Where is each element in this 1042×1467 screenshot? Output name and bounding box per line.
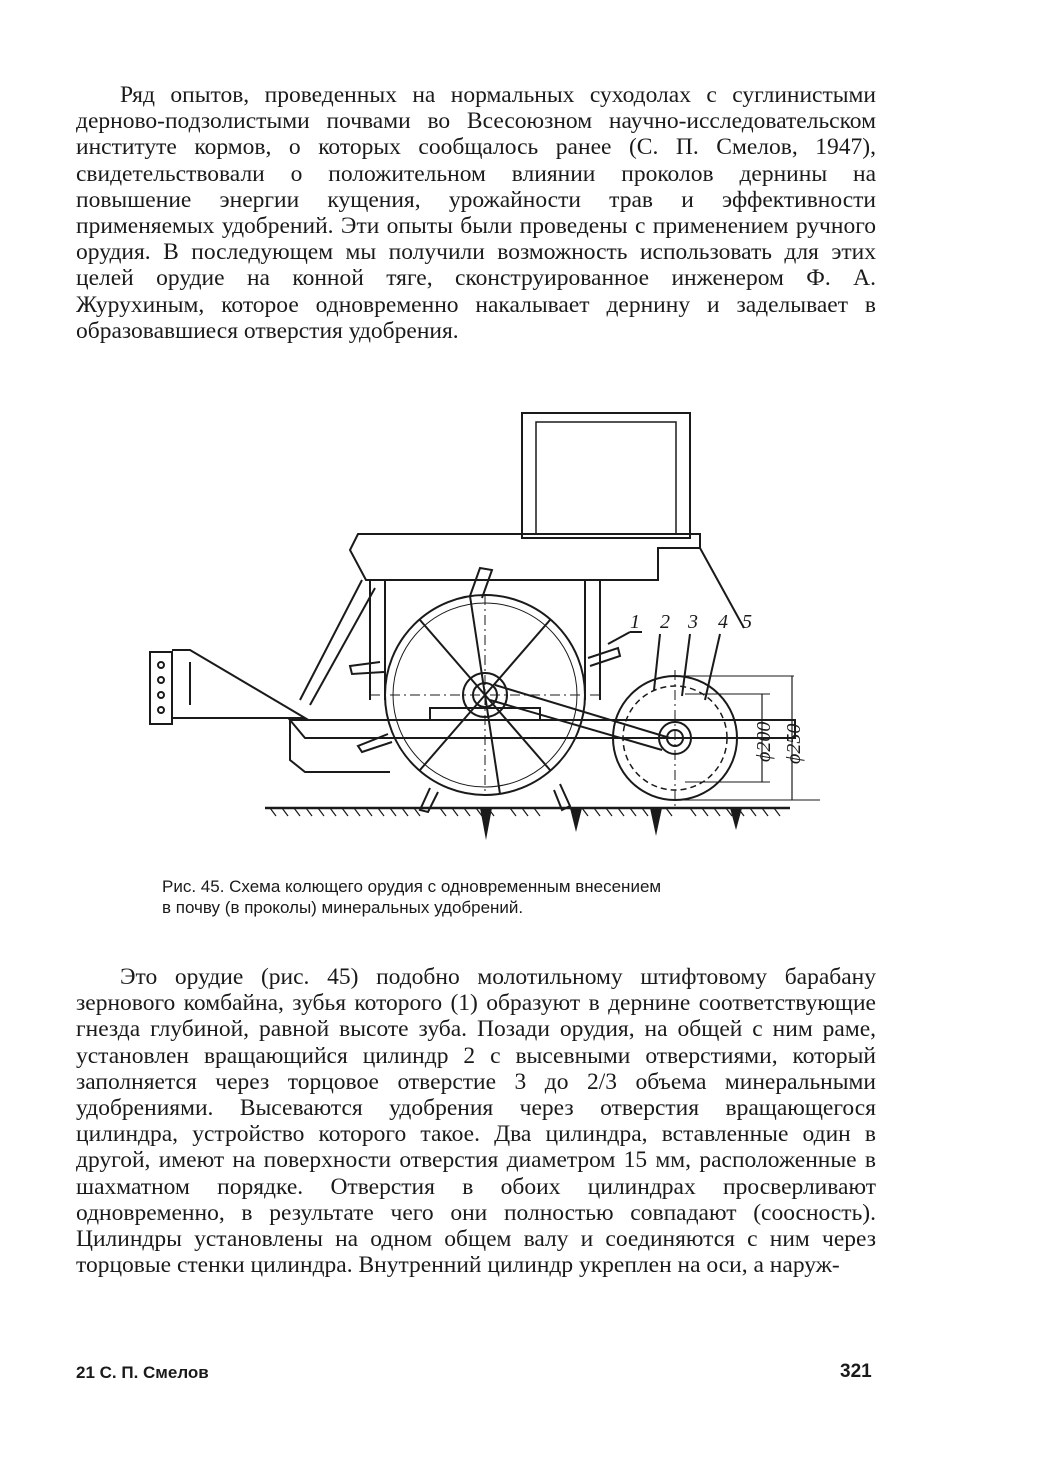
caption-line-1: Рис. 45. Схема колющего орудия с одновременным внесением — [162, 877, 662, 896]
tool-schematic — [130, 400, 820, 860]
paragraph-2 — [76, 964, 876, 1278]
page-number: 321 — [840, 1361, 872, 1382]
label-5: 5 — [742, 611, 752, 633]
figure-45 — [130, 400, 820, 860]
platform — [350, 534, 700, 580]
figure-caption — [162, 876, 812, 918]
label-3: 3 — [688, 611, 698, 633]
caption-line-2: в почву (в проколы) минеральных удобрений. — [162, 898, 524, 917]
paragraph-1-text: Ряд опытов, проведенных на нормальных суходолах с суглинистыми дерново-подзолистыми почвами во Всесоюзном научно-исследовательском институте кормов, о которых сообщалось ранее (С. П. Смелов, 1947), свидетельствовали о положительном влиянии проколов дернины на повышение энергии кущения, урожайности трав и эффективности применяемых удобрений. Эти опыты были проведены с применением ручного орудия. В последующем мы получили возможность использовать для этих целей орудие на конной тяге, сконструированное инженером Ф. А. Журухиным, которое одновременно накалывает дернину и заделывает в образовавшиеся отверстия удобрения. — [76, 82, 876, 344]
upper-box — [522, 413, 690, 538]
dim-250: ϕ250 — [783, 723, 805, 764]
paragraph-1 — [76, 82, 876, 344]
paragraph-2-text: Это орудие (рис. 45) подобно молотильному штифтовому барабану зернового комбайна, зубья которого (1) образуют в дернине соответствующие гнезда глубиной, равной высоте зуба. Позади орудия, на общей с ним раме, установлен вращающийся цилиндр 2 с высевными отверстиями, который заполняется через торцовое отверстие 3 до 2/3 объема минеральными удобрениями. Высеваются удобрения через отверстия вращающегося цилиндра, устройство которого такое. Два цилиндра, вставленные один в другой, имеют на поверхности отверстия диаметром 15 мм, расположенные в шахматном порядке. Отверстия в обоих цилиндрах просверливают одновременно, в результате чего они полностью совпадают (соосность). Цилиндры установлены на одном общем валу и соединяются с ним через торцовые стенки цилиндра. Внутренний цилиндр укреплен на оси, а наруж- — [76, 964, 876, 1279]
frame-beam — [290, 720, 795, 738]
dim-200: ϕ200 — [753, 721, 775, 762]
footer-signature: 21 С. П. Смелов — [76, 1363, 209, 1382]
label-4: 4 — [718, 611, 728, 633]
label-2: 2 — [660, 611, 670, 633]
label-1: 1 — [630, 611, 640, 633]
